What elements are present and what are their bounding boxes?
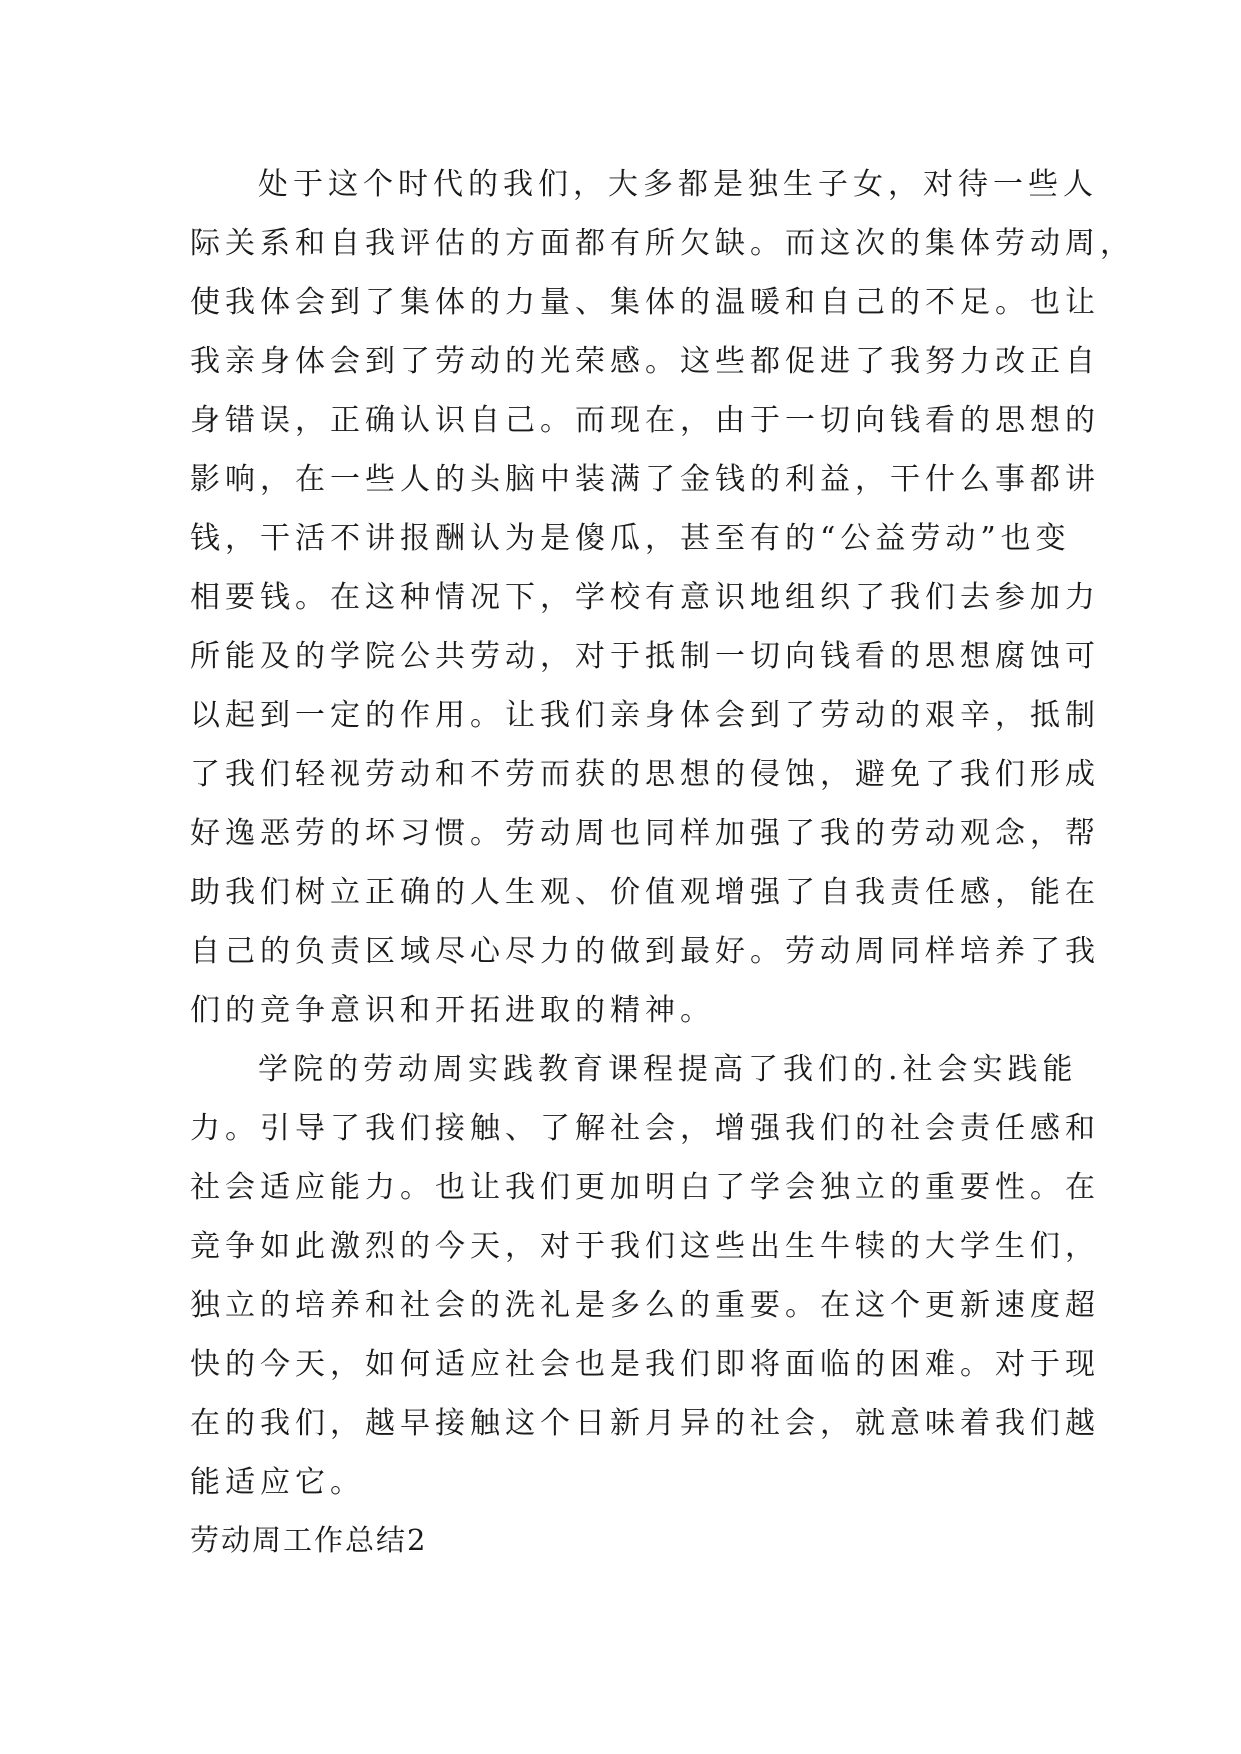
paragraph-line: 自己的负责区域尽心尽力的做到最好。劳动周同样培养了我	[190, 934, 1100, 969]
paragraph-line: 们的竞争意识和开拓进取的精神。	[190, 993, 715, 1028]
paragraph-line: 助我们树立正确的人生观、价值观增强了自我责任感，能在	[190, 875, 1100, 910]
paragraph-line: 所能及的学院公共劳动，对于抵制一切向钱看的思想腐蚀可	[190, 639, 1100, 674]
paragraph-line: 力。引导了我们接触、了解社会，增强我们的社会责任感和	[190, 1111, 1100, 1146]
paragraph-line: 以起到一定的作用。让我们亲身体会到了劳动的艰辛，抵制	[190, 698, 1100, 733]
paragraph-line: 钱，干活不讲报酬认为是傻瓜，甚至有的“公益劳动”也变	[190, 521, 1071, 556]
paragraph-line: 独立的培养和社会的洗礼是多么的重要。在这个更新速度超	[190, 1288, 1100, 1323]
paragraph-line: 学院的劳动周实践教育课程提高了我们的.社会实践能	[258, 1052, 1078, 1087]
paragraph-line: 处于这个时代的我们，大多都是独生子女，对待一些人	[258, 167, 1098, 202]
paragraph-line: 社会适应能力。也让我们更加明白了学会独立的重要性。在	[190, 1170, 1100, 1205]
paragraph-line: 了我们轻视劳动和不劳而获的思想的侵蚀，避免了我们形成	[190, 757, 1100, 792]
section-heading: 劳动周工作总结2	[190, 1523, 428, 1557]
paragraph-line: 好逸恶劳的坏习惯。劳动周也同样加强了我的劳动观念，帮	[190, 816, 1100, 851]
paragraph-line: 际关系和自我评估的方面都有所欠缺。而这次的集体劳动周，	[190, 226, 1135, 261]
paragraph-line: 快的今天，如何适应社会也是我们即将面临的困难。对于现	[190, 1347, 1100, 1382]
paragraph-line: 我亲身体会到了劳动的光荣感。这些都促进了我努力改正自	[190, 344, 1100, 379]
paragraph-line: 竞争如此激烈的今天，对于我们这些出生牛犊的大学生们，	[190, 1229, 1100, 1264]
paragraph-line: 身错误，正确认识自己。而现在，由于一切向钱看的思想的	[190, 403, 1100, 438]
paragraph-line: 使我体会到了集体的力量、集体的温暖和自己的不足。也让	[190, 285, 1100, 320]
paragraph-line: 相要钱。在这种情况下，学校有意识地组织了我们去参加力	[190, 580, 1100, 615]
paragraph-line: 在的我们，越早接触这个日新月异的社会，就意味着我们越	[190, 1406, 1100, 1441]
paragraph-line: 能适应它。	[190, 1465, 365, 1500]
paragraph-line: 影响，在一些人的头脑中装满了金钱的利益，干什么事都讲	[190, 462, 1100, 497]
